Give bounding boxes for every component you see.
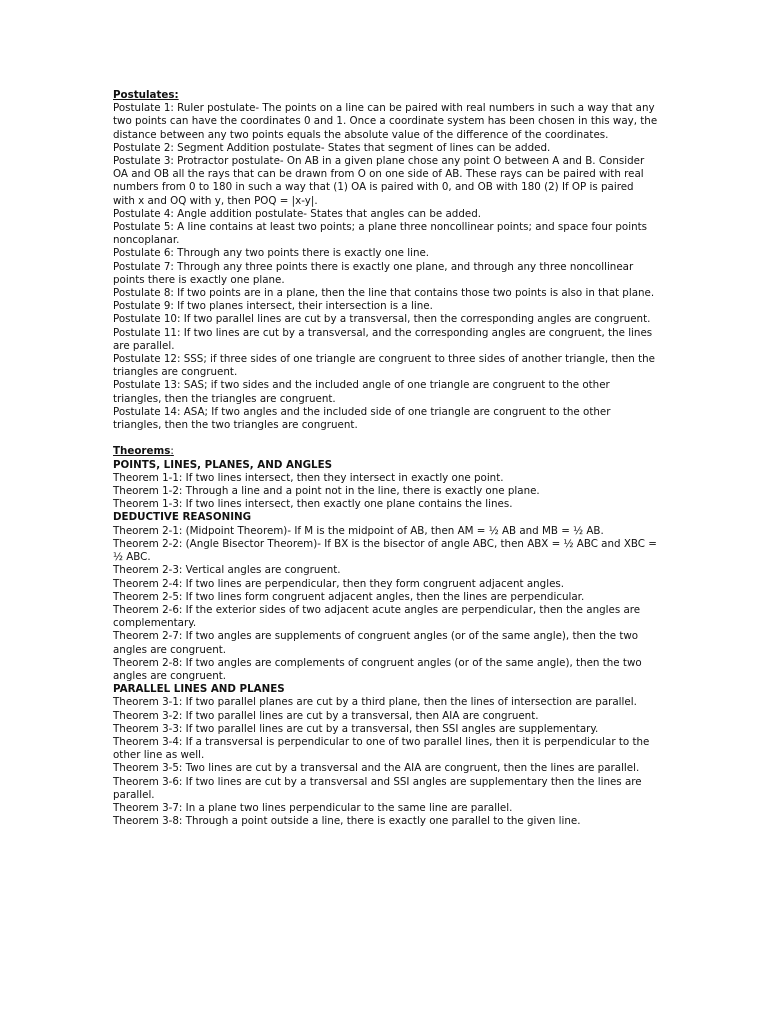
postulate-1: Postulate 1: Ruler postulate- The points on a line can be paired with real numbers in such a way that any two points can have the coordinates 0 and 1. Once a coordinate system has been chosen in this way, the distance between any two points equals the absolute value of the difference of the coordinates. bbox=[113, 102, 658, 141]
postulate-7: Postulate 7: Through any three points there is exactly one plane, and through any three noncollinear points there is exactly one plane. bbox=[113, 260, 634, 286]
section-spacer bbox=[113, 432, 658, 445]
theorem-2-1: Theorem 2-1: (Midpoint Theorem)- If M is the midpoint of AB, then AM = ½ AB and MB = ½ AB. bbox=[113, 524, 604, 537]
theorem-2-4: Theorem 2-4: If two lines are perpendicular, then they form congruent adjacent angles. bbox=[113, 577, 565, 590]
theorem-2-8: Theorem 2-8: If two angles are complements of congruent angles (or of the same angle), then the two angles are congruent. bbox=[113, 656, 642, 682]
theorems-heading-word: Theorems bbox=[113, 445, 171, 458]
theorem-3-3: Theorem 3-3: If two parallel lines are cut by a transversal, then SSI angles are supplementary. bbox=[113, 722, 599, 735]
theorem-3-8: Theorem 3-8: Through a point outside a line, there is exactly one parallel to the given line. bbox=[113, 815, 581, 828]
theorem-2-6: Theorem 2-6: If the exterior sides of two adjacent acute angles are perpendicular, then the angles are complementary. bbox=[113, 603, 641, 630]
theorem-3-5: Theorem 3-5: Two lines are cut by a transversal and the AIA are congruent, then the lines are parallel. bbox=[113, 762, 640, 775]
theorem-2-2: Theorem 2-2: (Angle Bisector Theorem)- If BX is the bisector of angle ABC, then ABX = ½ ABC and XBC = ½ ABC. bbox=[113, 537, 657, 564]
postulate-6: Postulate 6: Through any two points there is exactly one line. bbox=[113, 247, 430, 260]
section-title-deductive-reasoning: DEDUCTIVE REASONING bbox=[113, 511, 252, 524]
postulate-9: Postulate 9: If two planes intersect, their intersection is a line. bbox=[113, 300, 433, 313]
postulate-8: Postulate 8: If two points are in a plane, then the line that contains those two points is also in that plane. bbox=[113, 287, 655, 300]
postulates-heading: Postulates: bbox=[113, 89, 179, 101]
postulate-11: Postulate 11: If two lines are cut by a transversal, and the corresponding angles are congruent, the lines are parallel. bbox=[113, 326, 653, 352]
postulate-13: Postulate 13: SAS; if two sides and the included angle of one triangle are congruent to the other triangles, then the triangles are congruent. bbox=[113, 379, 610, 405]
theorem-2-7: Theorem 2-7: If two angles are supplements of congruent angles (or of the same angle), then the two angles are congruent. bbox=[113, 630, 639, 656]
postulate-12: Postulate 12: SSS; if three sides of one triangle are congruent to three sides of another triangle, then the triangles are congruent. bbox=[113, 353, 656, 379]
theorems-heading-colon: : bbox=[170, 445, 174, 458]
postulate-2: Postulate 2: Segment Addition postulate- States that segment of lines can be added. bbox=[113, 141, 551, 154]
postulate-4: Postulate 4: Angle addition postulate- States that angles can be added. bbox=[113, 207, 482, 220]
postulate-3: Postulate 3: Protractor postulate- On AB in a given plane chose any point O between A and B. Consider OA and OB all the rays that can be drawn from O on one side of AB. These rays can be paired with real numbers from 0 to 180 in such a way that (1) OA is paired with 0, and OB with 180 (2) If OP is paired with x and OQ with y, then POQ = |x-y|. bbox=[113, 155, 645, 207]
theorem-3-2: Theorem 3-2: If two parallel lines are cut by a transversal, then AIA are congruent. bbox=[113, 709, 539, 722]
postulate-10: Postulate 10: If two parallel lines are cut by a transversal, then the corresponding angles are congruent. bbox=[113, 313, 651, 326]
theorem-2-3: Theorem 2-3: Vertical angles are congruent. bbox=[113, 564, 341, 577]
theorem-3-7: Theorem 3-7: In a plane two lines perpendicular to the same line are parallel. bbox=[113, 801, 513, 814]
theorems-heading bbox=[113, 445, 658, 458]
theorem-1-1: Theorem 1-1: If two lines intersect, then they intersect in exactly one point. bbox=[113, 471, 504, 484]
theorem-3-1: Theorem 3-1: If two parallel planes are cut by a third plane, then the lines of intersection are parallel. bbox=[113, 696, 637, 709]
postulate-5: Postulate 5: A line contains at least two points; a plane three noncollinear points; and space four points noncoplanar. bbox=[113, 221, 647, 247]
theorem-3-6: Theorem 3-6: If two lines are cut by a transversal and SSI angles are supplementary then the lines are parallel. bbox=[113, 775, 642, 801]
postulate-14: Postulate 14: ASA; If two angles and the included side of one triangle are congruent to the other triangles, then the two triangles are congruent. bbox=[113, 405, 611, 432]
section-title-points-lines-planes: POINTS, LINES, PLANES, AND ANGLES bbox=[113, 458, 333, 471]
theorem-2-5: Theorem 2-5: If two lines form congruent adjacent angles, then the lines are perpendicular. bbox=[113, 590, 585, 603]
theorem-1-2: Theorem 1-2: Through a line and a point not in the line, there is exactly one plane. bbox=[113, 485, 540, 498]
section-title-parallel-lines-planes: PARALLEL LINES AND PLANES bbox=[113, 683, 285, 696]
theorem-3-4: Theorem 3-4: If a transversal is perpendicular to one of two parallel lines, then it is perpendicular to the other line as well. bbox=[113, 735, 650, 762]
theorem-1-3: Theorem 1-3: If two lines intersect, then exactly one plane contains the lines. bbox=[113, 498, 513, 511]
document-page bbox=[113, 89, 658, 828]
